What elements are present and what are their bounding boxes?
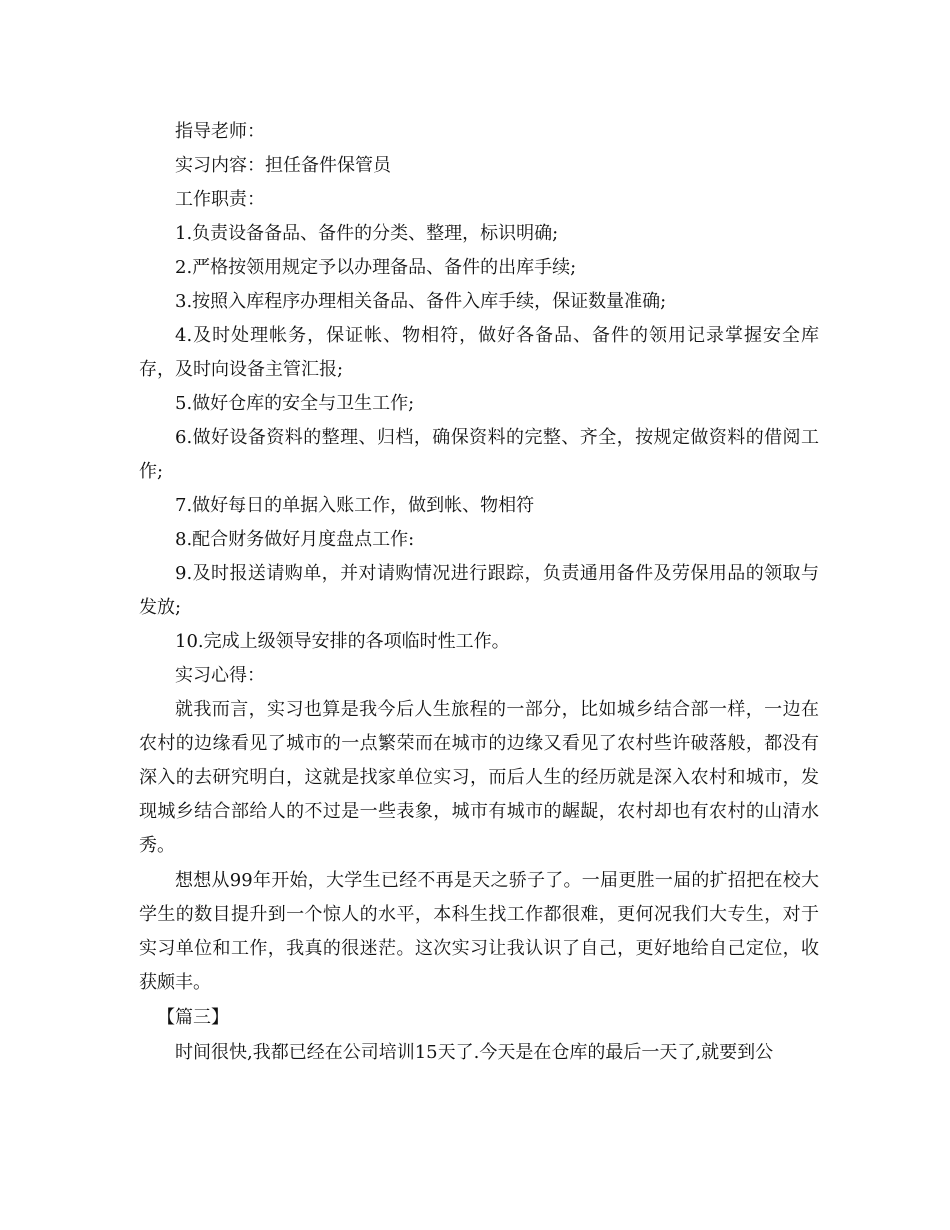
- duty-item-3: 3.按照入库程序办理相关备品、备件入库手续，保证数量准确;: [175, 291, 667, 312]
- insights-paragraph-1: 就我而言，实习也算是我今后人生旅程的一部分，比如城乡结合部一样，一边在农村的边缘看见了城市的一点繁荣而在城市的边缘又看见了农村些许破落般，都没有深入的去研究明白，这就是找家单位实习，而后人生的经历就是深入农村和城市，发现城乡结合部给人的不过是一些表象，城市有城市的龌龊，农村却也有农村的山清水秀。: [139, 699, 819, 856]
- duty-item-10: 10.完成上级领导安排的各项临时性工作。: [175, 631, 510, 652]
- insights-paragraph-2: 想想从99年开始，大学生已经不再是天之骄子了。一届更胜一届的扩招把在校大学生的数目提升到一个惊人的水平，本科生找工作都很难，更何况我们大专生，对于实习单位和工作，我真的很迷茫。这次实习让我认识了自己，更好地给自己定位，收获颇丰。: [139, 870, 819, 993]
- duty-item-7: 7.做好每日的单据入账工作，做到帐、物相符: [175, 495, 535, 516]
- section-heading-3: 【篇三】: [157, 1007, 229, 1028]
- duty-item-9: 9.及时报送请购单，并对请购情况进行跟踪，负责通用备件及劳保用品的领取与发放;: [139, 563, 819, 618]
- duty-item-4: 4.及时处理帐务，保证帐、物相符，做好各备品、备件的领用记录掌握安全库存，及时向设备主管汇报;: [139, 325, 819, 380]
- duty-item-2: 2.严格按领用规定予以办理备品、备件的出库手续;: [175, 257, 577, 278]
- duty-item-8: 8.配合财务做好月度盘点工作:: [175, 529, 415, 550]
- duty-item-6: 6.做好设备资料的整理、归档，确保资料的完整、齐全，按规定做资料的借阅工作;: [139, 427, 819, 482]
- duty-item-1: 1.负责设备备品、备件的分类、整理，标识明确;: [175, 223, 559, 244]
- internship-content-line: 实习内容：担任备件保管员: [175, 155, 391, 176]
- duties-heading: 工作职责：: [175, 189, 265, 210]
- insights-heading: 实习心得：: [175, 665, 265, 686]
- duty-item-5: 5.做好仓库的安全与卫生工作;: [175, 393, 415, 414]
- section-3-paragraph: 时间很快,我都已经在公司培训15天了.今天是在仓库的最后一天了,就要到公: [175, 1042, 774, 1063]
- advisor-line: 指导老师：: [175, 121, 265, 142]
